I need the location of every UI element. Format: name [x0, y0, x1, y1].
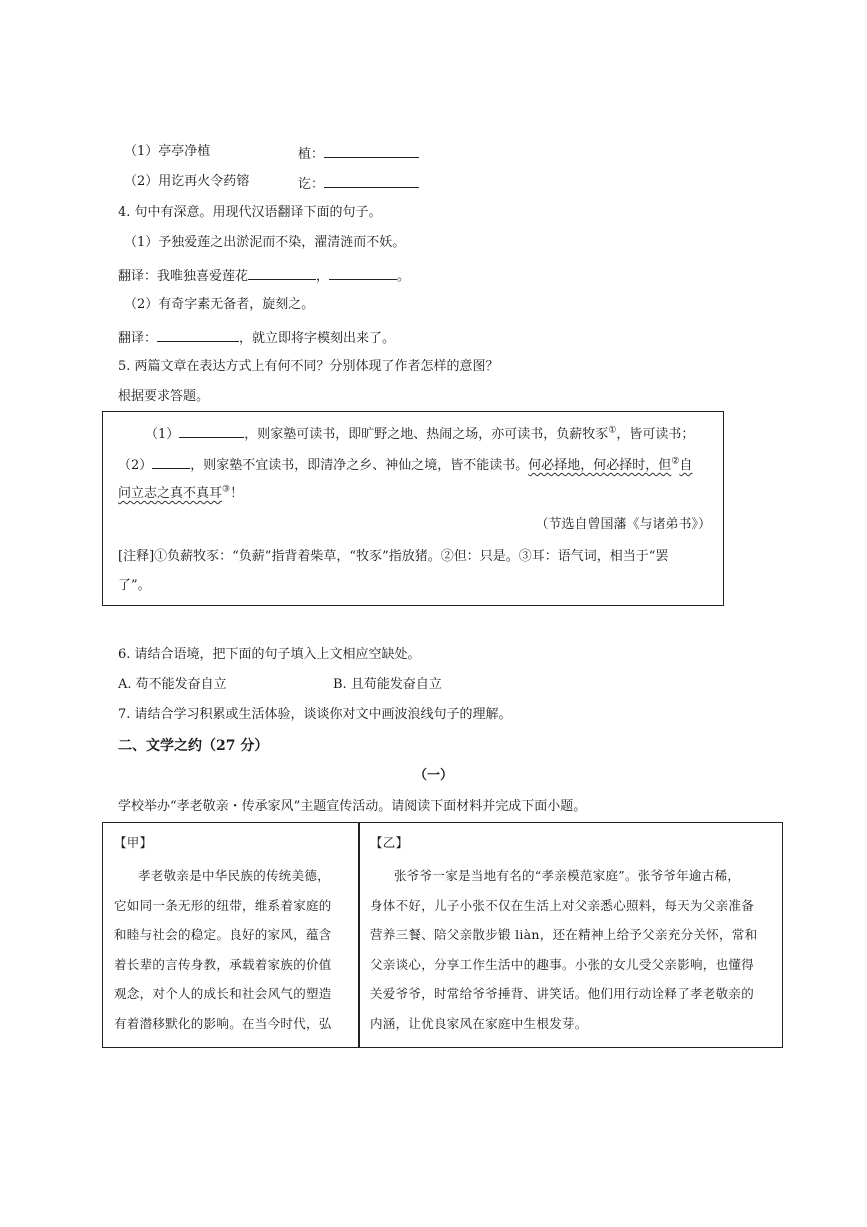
passage-note: [注释]①负薪牧豕：“负薪”指背着柴草，“牧豕”指放猪。②但：只是。③耳：语气词，相当于“罢 [118, 549, 669, 564]
answer-blank[interactable] [324, 143, 419, 158]
yi-line: 张爷爷一家是当地有名的“孝亲模范家庭”。张爷爷年逾古稀， [394, 868, 741, 883]
q7-stem: 7. 请结合学习积累或生活体验，谈谈你对文中画波浪线句子的理解。 [118, 707, 512, 722]
passage-line-1 [145, 423, 694, 444]
q5-stem: 5. 两篇文章在表达方式上有何不同？分别体现了作者怎样的意图？ [118, 359, 499, 374]
q4-stem: 4. 句中有深意。用现代汉语翻译下面的句子。 [118, 205, 382, 220]
translation-end: 。 [397, 269, 411, 284]
option-a[interactable]: A. 苟不能发奋自立 [118, 677, 227, 692]
q4-translation-2 [118, 327, 395, 348]
option-b[interactable]: B. 且苟能发奋自立 [333, 677, 442, 692]
q3-item2-key: 讫： [298, 177, 325, 192]
footnote-marker: ③ [222, 484, 231, 495]
jia-line: 它如同一条无形的纽带，维系着家庭的 [114, 897, 332, 913]
table-header-jia: 【甲】 [114, 835, 153, 850]
instruction: 根据要求答题。 [118, 389, 210, 404]
q4-translation-1 [118, 265, 410, 286]
jia-line: 和睦与社会的稳定。良好的家风，蕴含 [114, 927, 332, 943]
q4-sentence-2: （2）有奇字素无备者，旋刻之。 [124, 297, 315, 312]
answer-blank[interactable] [324, 173, 419, 188]
table-header-yi: 【乙】 [370, 835, 409, 850]
yi-line: 父亲谈心，分享工作生活中的趣事。小张的女儿受父亲影响，也懂得 [370, 956, 755, 972]
answer-blank[interactable] [329, 265, 397, 280]
q4-sentence-1: （1）予独爱莲之出淤泥而不染，濯清涟而不妖。 [124, 235, 406, 250]
q6-stem: 6. 请结合语境，把下面的句子填入上文相应空缺处。 [118, 647, 421, 662]
jia-line: 孝老敬亲是中华民族的传统美德， [138, 868, 331, 883]
section-intro: 学校举办“孝老敬亲・传承家风”主题宣传活动。请阅读下面材料并完成下面小题。 [118, 799, 587, 814]
yi-line: 关爱爷爷，时常给爷爷捶背、讲笑话。他们用行动诠释了孝老敬亲的 [370, 986, 755, 1002]
passage-text: ，皆可读书； [616, 427, 695, 442]
passage-note-cont: 了”。 [118, 578, 151, 593]
passage-text: ！ [230, 486, 244, 501]
passage-source: （节选自曾国藩《与诸弟书》） [535, 517, 711, 532]
yi-line: 内涵，让优良家风在家庭中生根发芽。 [370, 1016, 588, 1031]
q3-item1-key: 植： [298, 147, 325, 162]
q3-item2 [124, 173, 249, 191]
passage-text: （2） [118, 458, 153, 473]
passage-blank[interactable] [152, 454, 190, 469]
wavy-underlined-text: 自 [679, 458, 693, 473]
translation-sep: ， [316, 269, 330, 284]
answer-blank[interactable] [157, 327, 239, 342]
yi-line: 身体不好，儿子小张不仅在生活上对父亲悉心照料，每天为父亲准备 [370, 897, 755, 913]
subsection-title: （一） [413, 768, 453, 783]
q3-item1 [124, 143, 210, 161]
section-title: 二、文学之约（27 分） [118, 738, 269, 754]
passage-blank[interactable] [179, 423, 244, 438]
passage-line-2 [118, 454, 692, 475]
passage-text: ，则家塾可读书，即旷野之地、热闹之场，亦可读书，负薪牧豕 [244, 427, 609, 442]
translation-prefix: 翻译： [118, 331, 158, 346]
passage-line-3 [118, 485, 243, 503]
footnote-marker: ① [608, 425, 617, 436]
jia-line: 着长辈的言传身教，承载着家族的价值 [114, 956, 332, 972]
q3-item2-answer [298, 173, 419, 194]
answer-blank[interactable] [248, 265, 316, 280]
q3-item1-label: （1）亭亭净植 [124, 144, 211, 159]
wavy-underlined-text: 何必择地，何必择时，但 [528, 458, 672, 473]
material-table [102, 822, 783, 1048]
translation-suffix: ，就立即将字模刻出来了。 [239, 331, 396, 346]
wavy-underlined-text: 问立志之真不真耳 [118, 486, 223, 501]
translation-prefix: 翻译：我唯独喜爱莲花 [118, 269, 249, 284]
passage-text: ，则家塾不宜读书，即清净之乡、神仙之境，皆不能读书。 [190, 458, 529, 473]
passage-text: （1） [145, 427, 180, 442]
yi-line: 营养三餐、陪父亲散步锻 liàn，还在精神上给予父亲充分关怀，常和 [370, 927, 758, 943]
q3-item2-label: （2）用讫再火令药镕 [124, 174, 250, 189]
jia-line: 观念，对个人的成长和社会风气的塑造 [114, 986, 332, 1002]
table-divider [358, 823, 360, 1047]
passage-box [102, 411, 724, 606]
jia-line: 有着潜移默化的影响。在当今时代，弘 [114, 1016, 332, 1031]
footnote-marker: ② [671, 456, 680, 467]
q3-item1-answer [298, 143, 419, 164]
